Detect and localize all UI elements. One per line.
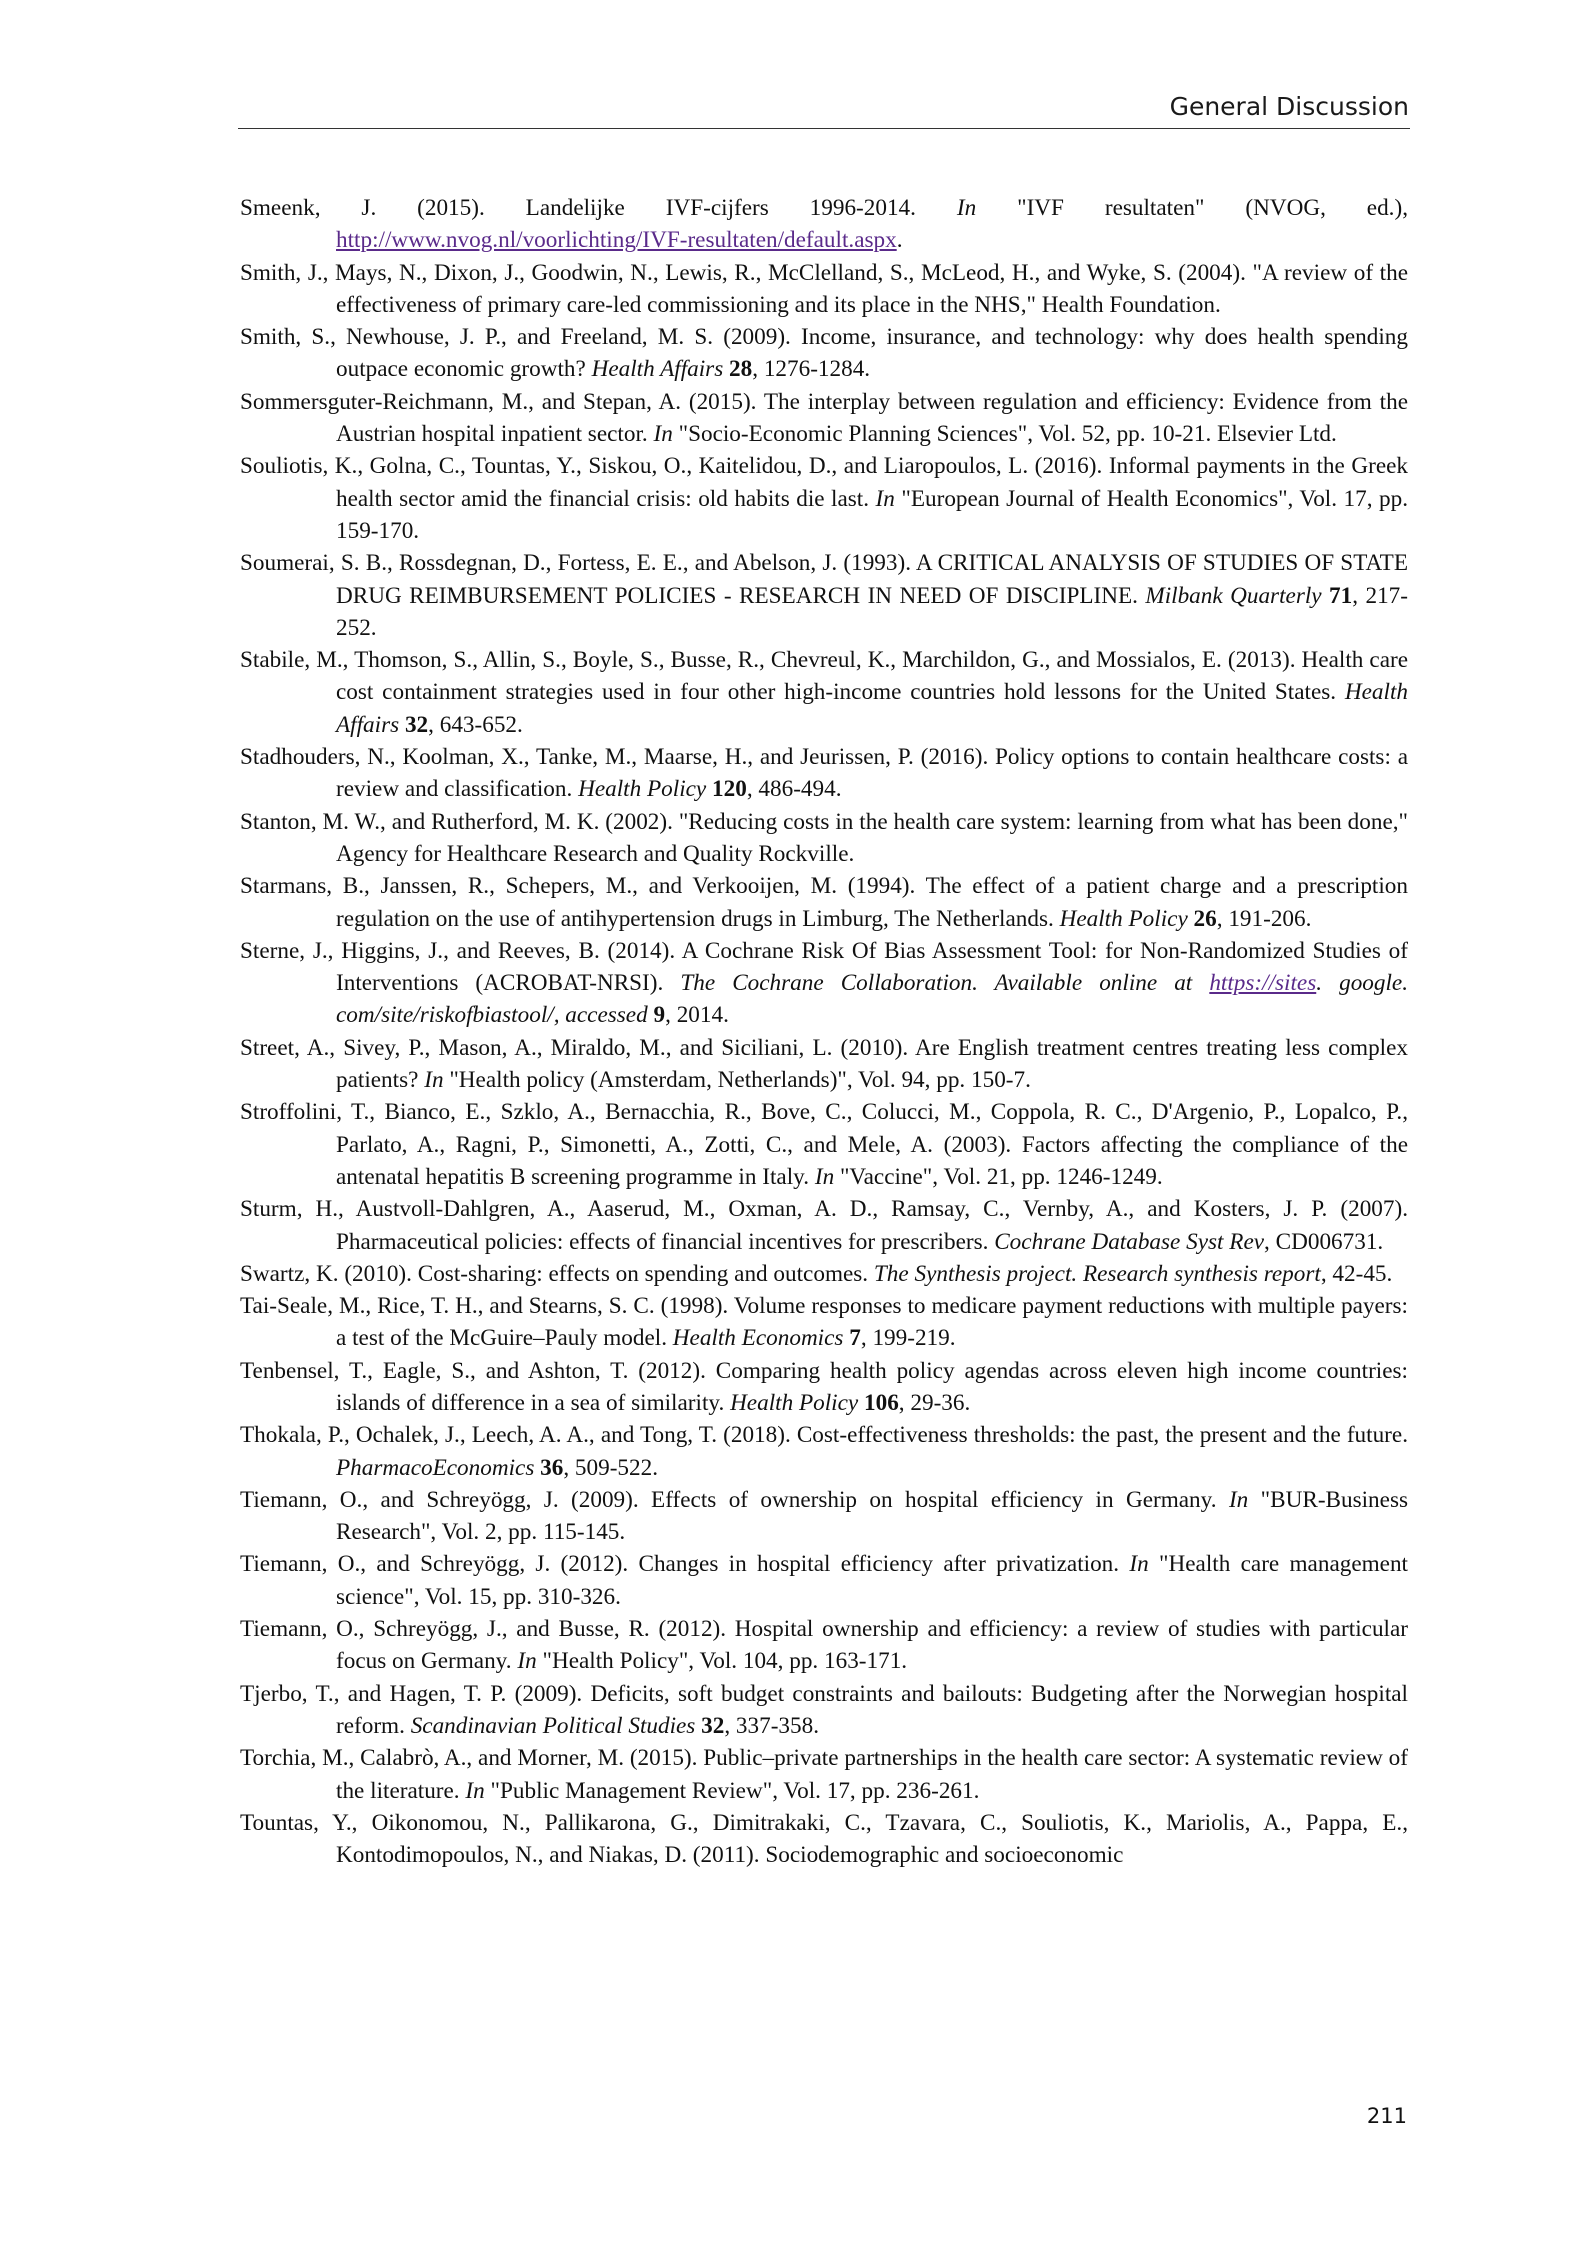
reference-italic-text: In <box>814 1163 835 1190</box>
page-number: 211 <box>1366 2104 1407 2128</box>
reference-text: "European Journal of Health Economics", Vol. 17, pp. 159-170. <box>336 485 1408 544</box>
reference-italic-text: Health Affairs <box>591 356 724 383</box>
reference-entry <box>240 1678 1408 1743</box>
reference-volume: 32 <box>404 711 429 738</box>
reference-italic-text: Health Policy <box>1059 905 1188 932</box>
reference-text: Sturm, H., Austvoll-Dahlgren, A., Aaserud, M., Oxman, A. D., Ramsay, C., Vernby, A., and Kosters, J. P. (2007). Pharmaceutical policies: effects of financial incentives for prescribers. <box>240 1196 1408 1255</box>
reference-italic-text: Health Economics <box>672 1325 844 1352</box>
reference-italic-text: Cochrane Database Syst Rev <box>994 1228 1265 1255</box>
reference-text: "BUR-Business Research", Vol. 2, pp. 115-145. <box>336 1486 1408 1546</box>
reference-text: Smeenk, J. (2015). Landelijke IVF-cijfers 1996-2014. <box>240 195 957 221</box>
reference-text: , 217-252. <box>336 582 1408 641</box>
reference-text: , 29-36. <box>898 1389 971 1416</box>
reference-text: Sommersguter-Reichmann, M., and Stepan, A. (2015). The interplay between regulation and efficiency: Evidence from the Austrian hospital inpatient sector. <box>240 388 1408 448</box>
reference-text: , 191-206. <box>1216 905 1312 932</box>
reference-italic-text: In <box>1129 1551 1149 1578</box>
reference-text <box>1322 583 1329 609</box>
reference-text: , 42-45. <box>1320 1260 1393 1287</box>
reference-text: "Public Management Review", Vol. 17, pp. 236-261. <box>484 1777 980 1804</box>
running-header: General Discussion <box>1169 92 1409 121</box>
reference-text: Stadhouders, N., Koolman, X., Tanke, M., Maarse, H., and Jeurissen, P. (2016). Policy options to contain healthcare costs: a review and classification. <box>240 744 1408 803</box>
reference-text: , 486-494. <box>746 776 842 803</box>
reference-entry <box>240 192 1408 257</box>
reference-italic-text: In <box>653 421 673 448</box>
reference-text: Tiemann, O., and Schreyögg, J. (2012). Changes in hospital efficiency after privatization. <box>240 1551 1130 1578</box>
reference-italic-text: In <box>465 1777 485 1804</box>
reference-entry <box>240 1032 1408 1097</box>
reference-volume: 7 <box>849 1325 861 1352</box>
reference-text: Stroffolini, T., Bianco, E., Szklo, A., Bernacchia, R., Bove, C., Colucci, M., Coppola, R. C., D'Argenio, P., Lopalco, P., Parlato, A., Ragni, P., Simonetti, A., Zotti, C., and Mele, A. (2003). Factors affecting the compliance of the antenatal hepatitis B screening programme in Italy. <box>240 1099 1408 1190</box>
reference-italic-text: In <box>875 485 895 512</box>
reference-italic-text: PharmacoEconomics <box>336 1454 535 1481</box>
reference-volume: 26 <box>1193 905 1217 932</box>
reference-text: , 509-522. <box>563 1454 659 1481</box>
reference-text: , CD006731. <box>1264 1228 1384 1255</box>
reference-entry <box>240 547 1408 644</box>
reference-text: Tjerbo, T., and Hagen, T. P. (2009). Deficits, soft budget constraints and bailouts: Budgeting after the Norwegian hospital reform. <box>240 1680 1408 1739</box>
reference-italic-text: The Synthesis project. Research synthesis report <box>873 1260 1321 1287</box>
reference-text: Stabile, M., Thomson, S., Allin, S., Boyle, S., Busse, R., Chevreul, K., Marchildon, G., and Mossialos, E. (2013). Health care cost containment strategies used in four other high-income countries hold lessons for the United States. <box>240 647 1408 706</box>
reference-text: Street, A., Sivey, P., Mason, A., Miraldo, M., and Siciliani, L. (2010). Are English treatment centres treating less complex patients? <box>240 1034 1408 1094</box>
reference-text: Swartz, K. (2010). Cost-sharing: effects on spending and outcomes. <box>240 1260 874 1287</box>
reference-italic-text: In <box>1228 1486 1249 1513</box>
reference-text: "Health Policy", Vol. 104, pp. 163-171. <box>536 1648 908 1675</box>
reference-text: "Health policy (Amsterdam, Netherlands)", Vol. 94, pp. 150-7. <box>443 1067 1031 1094</box>
reference-entry <box>240 1096 1408 1193</box>
reference-volume: 71 <box>1329 582 1353 609</box>
reference-text: Tiemann, O., and Schreyögg, J. (2009). Effects of ownership on hospital efficiency in Germany. <box>240 1486 1229 1513</box>
reference-italic-text: The Cochrane Collaboration. Available online at <box>680 970 1210 997</box>
reference-entry <box>240 1193 1408 1258</box>
reference-text: , 643-652. <box>428 711 523 738</box>
reference-text: Sterne, J., Higgins, J., and Reeves, B. (2014). A Cochrane Risk Of Bias Assessment Tool: for Non-Randomized Studies of Interventions (ACROBAT-NRSI). <box>240 937 1408 997</box>
reference-entry <box>240 1807 1408 1872</box>
reference-list <box>240 192 1408 1871</box>
reference-entry <box>240 1355 1408 1420</box>
reference-italic-text: Milbank Quarterly <box>1145 582 1322 609</box>
reference-entry <box>240 741 1408 806</box>
reference-text: , 1276-1284. <box>752 356 871 383</box>
reference-link[interactable]: https://sites <box>1209 970 1317 997</box>
reference-text: Tenbensel, T., Eagle, S., and Ashton, T. (2012). Comparing health policy agendas across eleven high income countries: islands of difference in a sea of similarity. <box>240 1357 1408 1416</box>
reference-entry <box>240 1613 1408 1678</box>
reference-entry <box>240 1548 1408 1613</box>
reference-entry <box>240 644 1408 741</box>
reference-entry <box>240 450 1408 547</box>
reference-text: Torchia, M., Calabrò, A., and Morner, M. (2015). Public–private partnerships in the health care sector: A systematic review of the literature. <box>240 1745 1408 1804</box>
reference-volume: 106 <box>864 1389 899 1416</box>
reference-text: Starmans, B., Janssen, R., Schepers, M., and Verkooijen, M. (1994). The effect of a patient charge and a prescription regulation on the use of antihypertension drugs in Limburg, The Netherlands. <box>240 873 1408 932</box>
reference-text: , 2014. <box>665 1002 729 1029</box>
reference-italic-text: Health Policy <box>730 1389 859 1416</box>
reference-entry <box>240 1258 1408 1290</box>
reference-text: Smith, S., Newhouse, J. P., and Freeland, M. S. (2009). Income, insurance, and technology: why does health spending outpace economic growth? <box>240 324 1408 383</box>
reference-entry <box>240 1742 1408 1807</box>
reference-italic-text: In <box>424 1067 444 1094</box>
reference-text: "Health care management science", Vol. 15, pp. 310-326. <box>336 1551 1408 1610</box>
reference-volume: 36 <box>540 1454 564 1481</box>
reference-text: Tountas, Y., Oikonomou, N., Pallikarona, G., Dimitrakaki, C., Tzavara, C., Souliotis, K., Mariolis, A., Pappa, E., Kontodimopoulos, N., and Niakas, D. (2011). Sociodemographic and socioeconomic <box>240 1809 1408 1869</box>
reference-italic-text: . google. com/site/riskofbiastool/, accessed <box>336 970 1409 1029</box>
reference-italic-text: In <box>956 195 977 221</box>
reference-text: Souliotis, K., Golna, C., Tountas, Y., Siskou, O., Kaitelidou, D., and Liaropoulos, L. (2016). Informal payments in the Greek health sector amid the financial crisis: old habits die last. <box>240 453 1408 512</box>
reference-text: Thokala, P., Ochalek, J., Leech, A. A., and Tong, T. (2018). Cost-effectiveness thresholds: the past, the present and the future. <box>240 1422 1408 1449</box>
reference-text: Tiemann, O., Schreyögg, J., and Busse, R. (2012). Hospital ownership and efficiency: a review of studies with particular focus on Germany. <box>240 1616 1408 1675</box>
reference-italic-text: Scandinavian Political Studies <box>410 1712 696 1739</box>
reference-text: Tai-Seale, M., Rice, T. H., and Stearns, S. C. (1998). Volume responses to medicare payment reductions with multiple payers: a test of the McGuire–Pauly model. <box>240 1293 1408 1352</box>
reference-entry <box>240 870 1408 935</box>
reference-link[interactable]: http://www.nvog.nl/voorlichting/IVF-resultaten/default.aspx <box>336 227 897 254</box>
reference-entry <box>240 1484 1408 1549</box>
reference-text: Smith, J., Mays, N., Dixon, J., Goodwin, N., Lewis, R., McClelland, S., McLeod, H., and Wyke, S. (2004). "A review of the effectiveness of primary care-led commissioning and its place in the NHS," Health Foundation. <box>240 259 1408 318</box>
reference-volume: 28 <box>729 356 753 383</box>
reference-entry <box>240 1290 1408 1355</box>
reference-entry <box>240 257 1408 322</box>
reference-entry <box>240 935 1408 1032</box>
reference-text: , 199-219. <box>860 1325 956 1352</box>
header-divider <box>238 128 1410 129</box>
reference-text: . <box>896 227 903 254</box>
reference-text: "IVF resultaten" (NVOG, ed.), <box>976 195 1408 221</box>
reference-text: , 337-358. <box>724 1712 820 1739</box>
reference-text: Soumerai, S. B., Rossdegnan, D., Fortess, E. E., and Abelson, J. (1993). A CRITICAL ANALYSIS OF STUDIES OF STATE DRUG REIMBURSEMENT POLICIES - RESEARCH IN NEED OF DISCIPLINE. <box>240 550 1408 609</box>
reference-italic-text: Health Affairs <box>336 679 1408 738</box>
reference-volume: 9 <box>653 1002 666 1029</box>
reference-volume: 120 <box>712 776 747 803</box>
reference-entry <box>240 1419 1408 1484</box>
reference-text: Stanton, M. W., and Rutherford, M. K. (2002). "Reducing costs in the health care system: learning from what has been done," Agency for Healthcare Research and Quality Rockville. <box>240 808 1408 867</box>
reference-entry <box>240 386 1408 451</box>
reference-italic-text: Health Policy <box>578 776 707 803</box>
reference-volume: 32 <box>701 1712 725 1739</box>
reference-text: "Socio-Economic Planning Sciences", Vol. 52, pp. 10-21. Elsevier Ltd. <box>672 421 1337 448</box>
reference-text: "Vaccine", Vol. 21, pp. 1246-1249. <box>834 1163 1163 1190</box>
reference-entry <box>240 321 1408 386</box>
reference-italic-text: In <box>517 1648 537 1675</box>
reference-entry <box>240 806 1408 871</box>
